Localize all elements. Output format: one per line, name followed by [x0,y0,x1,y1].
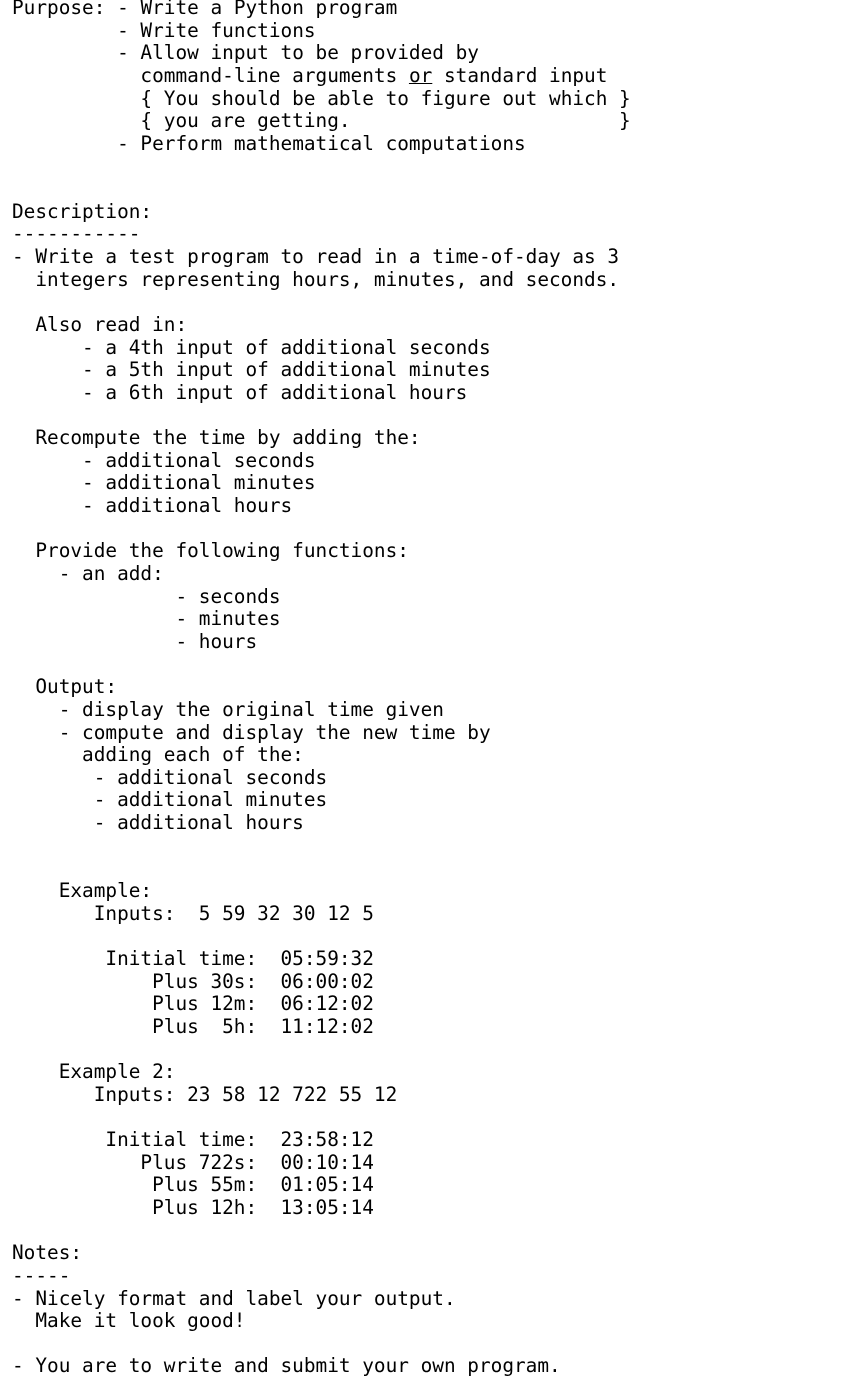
blank-line [12,405,631,428]
example-1-result: Plus 5h: 11:12:02 [12,1014,374,1038]
recompute-item: - additional hours [12,494,293,518]
also-read-label: Also read in: [12,312,188,336]
recompute-item: - additional seconds [12,448,316,472]
also-read-item: - a 4th input of additional seconds [12,335,491,359]
example-1-result: Plus 30s: 06:00:02 [12,969,374,993]
recompute-label: Recompute the time by adding the: [12,426,421,450]
purpose-input-line [12,65,631,88]
functions-item: - minutes [12,607,281,631]
notes-item: Make it look good! [12,1309,246,1333]
example-2-result: Plus 12h: 13:05:14 [12,1195,374,1219]
purpose-item: - Perform mathematical computations [117,131,526,155]
output-item: - additional hours [12,811,304,835]
description-intro-1: - Write a test program to read in a time-of-day as 3 [12,245,620,269]
notes-item [12,1333,631,1356]
output-line: adding each of the: [12,743,304,767]
input-text-before: command-line arguments [140,63,409,87]
brace-line-2 [12,110,631,133]
purpose-line-2 [12,20,631,43]
description-intro-2: integers representing hours, minutes, and seconds. [12,267,620,291]
brace-line-1 [12,88,631,111]
functions-add-line: - an add: [12,562,164,586]
blank-line [12,178,631,201]
output-line: - display the original time given [12,697,444,721]
or-emphasis: or [408,63,433,87]
blank-line [12,857,631,880]
example-1-inputs: Inputs: 5 59 32 30 12 5 [12,901,374,925]
output-item: - additional minutes [12,788,328,812]
example-1-label: Example: [12,878,153,902]
output-label: Output: [12,675,118,699]
blank-line [12,155,631,178]
blank-line [12,925,631,948]
also-read-item: - a 6th input of additional hours [12,380,468,404]
functions-item: - hours [12,629,258,653]
blank-line [12,518,631,541]
purpose-item: - Write functions [117,18,316,42]
purpose-label: Purpose: [12,0,106,19]
example-1-result: Plus 12m: 06:12:02 [12,992,374,1016]
notes-item: - Nicely format and label your output. [12,1286,456,1310]
brace-note: { you are getting. } [140,109,631,133]
functions-label: Provide the following functions: [12,539,409,563]
blank-line [12,835,631,858]
example-2-label: Example 2: [12,1060,176,1084]
blank-line [12,1106,631,1129]
blank-line [12,291,631,314]
blank-line [12,654,631,677]
description-heading: Description: [12,199,153,223]
purpose-item: - Write a Python program [117,0,398,19]
example-2-result: Initial time: 23:58:12 [12,1128,374,1152]
example-2-result: Plus 55m: 01:05:14 [12,1173,374,1197]
brace-note: { You should be able to figure out which } [140,86,631,110]
output-line: - compute and display the new time by [12,720,491,744]
blank-line [12,1038,631,1061]
purpose-line-1 [12,0,631,20]
blank-line [12,1220,631,1243]
also-read-item: - a 5th input of additional minutes [12,358,491,382]
recompute-item: - additional minutes [12,471,316,495]
example-2-result: Plus 722s: 00:10:14 [12,1150,374,1174]
functions-item: - seconds [12,584,281,608]
output-item: - additional seconds [12,765,328,789]
notes-item: - You are to write and submit your own program. [12,1354,561,1378]
purpose-item: - Allow input to be provided by [117,41,479,65]
purpose-line-3 [12,42,631,65]
notes-heading: Notes: [12,1241,83,1265]
description-underline: ----------- [12,222,141,246]
notes-underline: ----- [12,1263,71,1287]
assignment-document [12,0,631,1378]
example-1-result: Initial time: 05:59:32 [12,946,374,970]
purpose-line-last [12,133,631,156]
example-2-inputs: Inputs: 23 58 12 722 55 12 [12,1082,398,1106]
input-text-after: standard input [432,63,608,87]
